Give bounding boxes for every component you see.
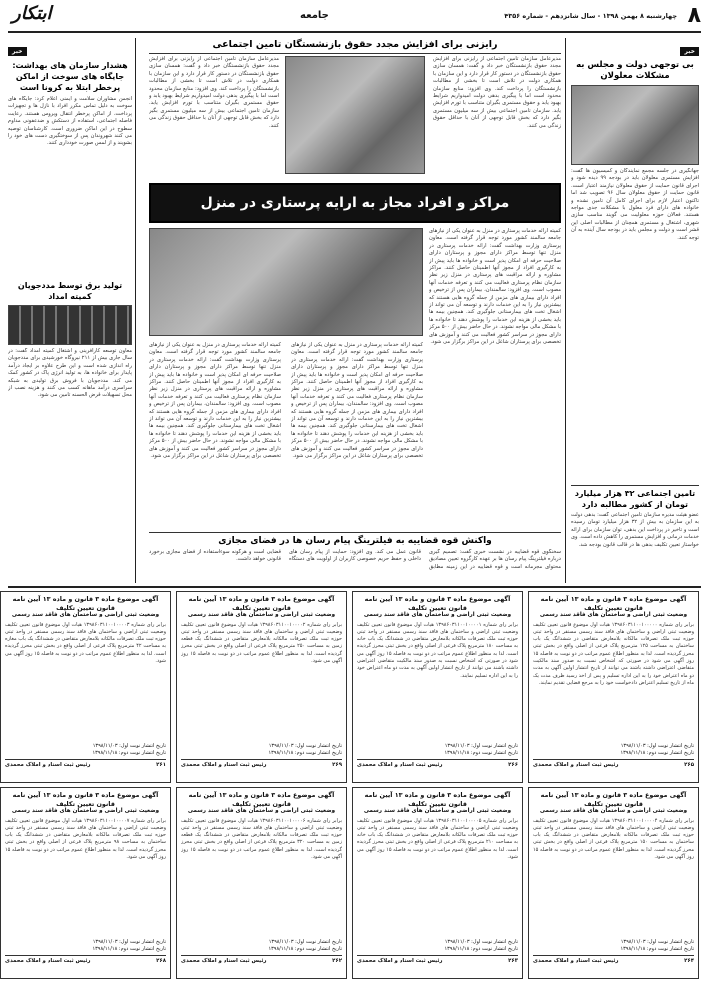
- main-body-col3: کمیته ارائه خدمات پرستاری در منزل به عنوان یکی از نیازهای جامعه سالمند کشور مورد توجه قرار گرفته است. معاون پرستاری وزارت بهداشت گفت: ارائه خدمات پرستاری در منزل تنها توسط مراکز دارای مجوز و پرستاران دارای صلاحیت حرفه ای امکان پذیر است و خانواده ها باید پیش از به کارگیری افراد از مجوز آنها اطمینان حاصل کنند. مراکز مشاوره و ارائه مراقبت های پرستاری در منزل زیر نظر سازمان نظام پرستاری فعالیت می کنند و تعرفه خدمات آنها مصوب است. وی افزود: سالمندان، بیماران پس از ترخیص و افراد دارای بیماری های مزمن از جمله گروه هایی هستند که بیشترین نیاز را به این خدمات دارند و توسعه آن می تواند از اشغال تخت های بیمارستانی جلوگیری کند. همچنین بیمه ها باید بخشی از هزینه این خدمات را پوشش دهند تا خانواده ها با مشکل مالی مواجه نشوند. در حال حاضر بیش از ۵۰۰ مرکز دارای مجوز در سراسر کشور فعالیت می کنند و آموزش های تخصصی برای پرستاران شاغل در این مراکز برگزار می شود.: [149, 342, 281, 460]
- notices-rule: [8, 586, 701, 588]
- legal-notice: [528, 787, 699, 979]
- legal-notice: [352, 787, 523, 979]
- notice-subtitle: وضعیت ثبتی اراضی و ساختمان های فاقد سند رسمی: [539, 612, 688, 618]
- notice-date-second: تاریخ انتشار نوبت دوم: ۱۳۹۸/۱۱/۱۸: [620, 749, 694, 756]
- notice-signer: رئیس ثبت اسناد و املاک محمدی: [357, 957, 443, 964]
- notice-code: ۲۶۶: [508, 761, 518, 768]
- notice-title: آگهی موضوع ماده ۳ قانون و ماده ۱۳ آیین نامه قانون تعیین تکلیف: [188, 595, 335, 612]
- pension-body-right: مدیرعامل سازمان تامین اجتماعی از رایزنی برای افزایش مجدد حقوق بازنشستگان خبر داد و گفت: همسان سازی حقوق بازنشستگان در دستور کار قرار دارد و این سازمان با همکاری دولت در تلاش است تا بخشی از مطالبات بازنشستگان را پرداخت کند. وی افزود: منابع سازمان محدود است اما با پیگیری بدهی دولت امیدواریم شرایط بهبود یابد و حقوق مستمری بگیران متناسب با تورم افزایش یابد. سازمان تامین اجتماعی بیش از سه میلیون مستمری بگیر دارد که بخش قابل توجهی از آنان با حداقل حقوق زندگی می کنند.: [433, 56, 561, 129]
- notice-footer: [357, 955, 518, 964]
- notice-date-first: تاریخ انتشار نوبت اول: ۱۳۹۸/۱۱/۰۳: [444, 742, 518, 749]
- notice-subtitle: وضعیت ثبتی اراضی و ساختمان های فاقد سند رسمی: [363, 612, 512, 618]
- date-line: چهارشنبه ۸ بهمن ۱۳۹۸ - سال شانزدهم - شماره ۴۳۵۶: [504, 12, 677, 20]
- notice-signer: رئیس ثبت اسناد و املاک محمدی: [181, 761, 267, 768]
- column-rule-right: [565, 38, 566, 583]
- notice-footer: [5, 759, 166, 768]
- legal-notice: [528, 591, 699, 783]
- notice-date-second: تاریخ انتشار نوبت دوم: ۱۳۹۸/۱۱/۱۸: [268, 749, 342, 756]
- notice-subtitle: وضعیت ثبتی اراضی و ساختمان های فاقد سند رسمی: [11, 612, 160, 618]
- notice-title: آگهی موضوع ماده ۳ قانون و ماده ۱۳ آیین نامه قانون تعیین تکلیف: [188, 791, 335, 808]
- notice-code: ۲۶۱: [156, 761, 166, 768]
- headline-debt: تامین اجتماعی ۳۲ هزار میلیارد تومان از کشور مطالبه دارد: [574, 489, 696, 509]
- notice-body: برابر رای شماره ۱۳۹۸۶۰۳۱۱۰۰۱۰۰۰۰۵ هیات اول موضوع قانون تعیین تکلیف وضعیت ثبتی اراضی و ساختمان های فاقد سند رسمی مستقر در واحد ثبتی حوزه ثبت ملک تصرفات مالکانه بلامعارض متقاضی در ششدانگ یک باب خانه به مساحت ۲۱۰ مترمربع پلاک فرعی از اصلی واقع در بخش ثبتی محرز گردیده است. لذا به منظور اطلاع عموم مراتب در دو نوبت به فاصله ۱۵ روز آگهی می شود.: [357, 817, 518, 860]
- notice-title: آگهی موضوع ماده ۳ قانون و ماده ۱۳ آیین نامه قانون تعیین تکلیف: [364, 791, 511, 808]
- notice-body: برابر رای شماره ۱۳۹۸۶۰۳۱۱۰۰۱۰۰۰۰۷ هیات اول موضوع قانون تعیین تکلیف وضعیت ثبتی اراضی و ساختمان های فاقد سند رسمی مستقر در واحد ثبتی حوزه ثبت ملک تصرفات مالکانه بلامعارض متقاضی در ششدانگ یک باب ساختمان به مساحت ۹۸ مترمربع پلاک فرعی از اصلی واقع در بخش ثبتی محرز گردیده است. لذا به منظور اطلاع عموم مراتب در دو نوبت به فاصله ۱۵ روز آگهی می شود.: [5, 817, 166, 860]
- newspaper-logo: ابتکار: [12, 3, 52, 24]
- notice-code: ۲۶۲: [332, 957, 342, 964]
- notice-code: ۲۶۹: [332, 761, 342, 768]
- notice-date-second: تاریخ انتشار نوبت دوم: ۱۳۹۸/۱۱/۱۸: [92, 945, 166, 952]
- main-body-col1: کمیته ارائه خدمات پرستاری در منزل به عنوان یکی از نیازهای جامعه سالمند کشور مورد توجه قرار گرفته است. معاون پرستاری وزارت بهداشت گفت: ارائه خدمات پرستاری در منزل تنها توسط مراکز دارای مجوز و پرستاران دارای صلاحیت حرفه ای امکان پذیر است و خانواده ها باید پیش از به کارگیری افراد از مجوز آنها اطمینان حاصل کنند. مراکز مشاوره و ارائه مراقبت های پرستاری در منزل زیر نظر سازمان نظام پرستاری فعالیت می کنند و تعرفه خدمات آنها مصوب است. وی افزود: سالمندان، بیماران پس از ترخیص و افراد دارای بیماری های مزمن از جمله گروه هایی هستند که بیشترین نیاز را به این خدمات دارند و توسعه آن می تواند از اشغال تخت های بیمارستانی جلوگیری کند. همچنین بیمه ها باید بخشی از هزینه این خدمات را پوشش دهند تا خانواده ها با مشکل مالی مواجه نشوند. در حال حاضر بیش از ۵۰۰ مرکز دارای مجوز در سراسر کشور فعالیت می کنند و آموزش های تخصصی برای پرستاران شاغل در این مراکز برگزار می شود.: [429, 228, 561, 346]
- notice-body: برابر رای شماره ۱۳۹۸۶۰۳۱۱۰۰۱۰۰۰۰۶ هیات اول موضوع قانون تعیین تکلیف وضعیت ثبتی اراضی و ساختمان های فاقد سند رسمی مستقر در واحد ثبتی حوزه ثبت ملک تصرفات مالکانه بلامعارض متقاضی در ششدانگ یک قطعه زمین به مساحت ۳۲۰ مترمربع پلاک فرعی از اصلی واقع در بخش ثبتی محرز گردیده است. لذا به منظور اطلاع عموم مراتب در دو نوبت به فاصله ۱۵ روز آگهی می شود.: [181, 817, 342, 860]
- notice-date-first: تاریخ انتشار نوبت اول: ۱۳۹۸/۱۱/۰۳: [92, 938, 166, 945]
- legal-notice: [176, 787, 347, 979]
- notice-title: آگهی موضوع ماده ۳ قانون و ماده ۱۳ آیین نامه قانون تعیین تکلیف: [12, 791, 159, 808]
- left-news-tag: خبر: [8, 47, 27, 56]
- notice-signer: رئیس ثبت اسناد و املاک محمدی: [5, 761, 91, 768]
- legal-notice: [0, 787, 171, 979]
- notice-subtitle: وضعیت ثبتی اراضی و ساختمان های فاقد سند رسمی: [363, 808, 512, 814]
- notice-subtitle: وضعیت ثبتی اراضی و ساختمان های فاقد سند رسمی: [187, 808, 336, 814]
- notice-footer: [181, 759, 342, 768]
- news-tag: خبر: [680, 47, 699, 56]
- masthead-rule: [8, 31, 701, 33]
- notice-subtitle: وضعیت ثبتی اراضی و ساختمان های فاقد سند رسمی: [539, 808, 688, 814]
- pension-body-left: مدیرعامل سازمان تامین اجتماعی از رایزنی برای افزایش مجدد حقوق بازنشستگان خبر داد و گفت: همسان سازی حقوق بازنشستگان در دستور کار قرار دارد و این سازمان با همکاری دولت در تلاش است تا بخشی از مطالبات بازنشستگان را پرداخت کند. وی افزود: منابع سازمان محدود است اما با پیگیری بدهی دولت امیدواریم شرایط بهبود یابد و حقوق مستمری بگیران متناسب با تورم افزایش یابد. سازمان تامین اجتماعی بیش از سه میلیون مستمری بگیر دارد که بخش قابل توجهی از آنان با حداقل حقوق زندگی می کنند.: [149, 56, 279, 129]
- notice-footer: [533, 955, 694, 964]
- main-body-col2: کمیته ارائه خدمات پرستاری در منزل به عنوان یکی از نیازهای جامعه سالمند کشور مورد توجه قرار گرفته است. معاون پرستاری وزارت بهداشت گفت: ارائه خدمات پرستاری در منزل تنها توسط مراکز دارای مجوز و پرستاران دارای صلاحیت حرفه ای امکان پذیر است و خانواده ها باید پیش از به کارگیری افراد از مجوز آنها اطمینان حاصل کنند. مراکز مشاوره و ارائه مراقبت های پرستاری در منزل زیر نظر سازمان نظام پرستاری فعالیت می کنند و تعرفه خدمات آنها مصوب است. وی افزود: سالمندان، بیماران پس از ترخیص و افراد دارای بیماری های مزمن از جمله گروه هایی هستند که بیشترین نیاز را به این خدمات دارند و توسعه آن می تواند از اشغال تخت های بیمارستانی جلوگیری کند. همچنین بیمه ها باید بخشی از هزینه این خدمات را پوشش دهند تا خانواده ها با مشکل مالی مواجه نشوند. در حال حاضر بیش از ۵۰۰ مرکز دارای مجوز در سراسر کشور فعالیت می کنند و آموزش های تخصصی برای پرستاران شاغل در این مراکز برگزار می شود.: [291, 342, 423, 460]
- notice-signer: رئیس ثبت اسناد و املاک محمدی: [533, 761, 619, 768]
- notice-body: برابر رای شماره ۱۳۹۸۶۰۳۱۱۰۰۱۰۰۰۰۱ هیات اول موضوع قانون تعیین تکلیف وضعیت ثبتی اراضی و ساختمان های فاقد سند رسمی مستقر در واحد ثبتی حوزه ثبت ملک تصرفات مالکانه بلامعارض متقاضی در ششدانگ یک باب خانه به مساحت ۱۸۰ مترمربع پلاک فرعی از اصلی واقع در بخش ثبتی محرز گردیده است. لذا به منظور اطلاع عموم مراتب در دو نوبت به فاصله ۱۵ روز آگهی می شود در صورتی که اشخاص نسبت به صدور سند مالکیت متقاضی اعتراضی داشته باشند می توانند از تاریخ انتشار اولین آگهی به مدت دو ماه اعتراض خود را به این اداره تسلیم نمایند.: [357, 621, 518, 679]
- cyber-story: [149, 532, 561, 583]
- headline-covid: هشدار سازمان های بهداشت: جایگاه های سوخت از اماکن پرخطر ابتلا به کرونا است: [12, 61, 128, 92]
- notice-date-first: تاریخ انتشار نوبت اول: ۱۳۹۸/۱۱/۰۳: [268, 938, 342, 945]
- masthead: [0, 0, 709, 32]
- cyber-body: سخنگوی قوه قضاییه در نشست خبری گفت: تصمیم گیری درباره فیلترینگ پیام رسان ها بر عهده کارگروه تعیین مصادیق محتوای مجرمانه است و قوه قضاییه در این زمینه مطابق قانون عمل می کند. وی افزود: حمایت از پیام رسان های داخلی و حفظ حریم خصوصی کاربران از اولویت های دستگاه قضایی است و هرگونه سوءاستفاده از فضای مجازی برخورد قانونی خواهد داشت.: [149, 549, 561, 570]
- notice-signer: رئیس ثبت اسناد و املاک محمدی: [5, 957, 91, 964]
- left-column: [8, 38, 132, 583]
- headline-disability: بی توجهی دولت و مجلس به مشکلات معلولان: [576, 60, 694, 81]
- notice-code: ۲۶۸: [156, 957, 166, 964]
- notice-title: آگهی موضوع ماده ۳ قانون و ماده ۱۳ آیین نامه قانون تعیین تکلیف: [540, 791, 687, 808]
- notice-date-first: تاریخ انتشار نوبت اول: ۱۳۹۸/۱۱/۰۳: [268, 742, 342, 749]
- debt-news: [571, 485, 699, 583]
- headline-solar: تولید برق توسط مددجویان کمیته امداد: [17, 281, 123, 301]
- page-number: ۸: [687, 3, 701, 28]
- notice-date-second: تاریخ انتشار نوبت دوم: ۱۳۹۸/۱۱/۱۸: [444, 945, 518, 952]
- notice-signer: رئیس ثبت اسناد و املاک محمدی: [181, 957, 267, 964]
- notice-date-first: تاریخ انتشار نوبت اول: ۱۳۹۸/۱۱/۰۳: [620, 938, 694, 945]
- notice-footer: [181, 955, 342, 964]
- notice-subtitle: وضعیت ثبتی اراضی و ساختمان های فاقد سند رسمی: [11, 808, 160, 814]
- covid-body: انجمن مشاوران سلامت و ایمنی اعلام کرد: جایگاه های سوخت به دلیل تماس مکرر افراد با نازل ها و تجهیزات پرداخت، از اماکن پرخطر انتقال ویروس هستند. رعایت فاصله اجتماعی، استفاده از دستکش و ضدعفونی مداوم سطوح در این اماکن ضروری است. کارشناسان توصیه می کنند شهروندان پس از سوختگیری دست های خود را بشویند و از لمس صورت خودداری کنند.: [8, 96, 132, 147]
- notice-body: برابر رای شماره ۱۳۹۸۶۰۳۱۱۰۰۱۰۰۰۰۲ هیات اول موضوع قانون تعیین تکلیف وضعیت ثبتی اراضی و ساختمان های فاقد سند رسمی مستقر در واحد ثبتی حوزه ثبت ملک تصرفات مالکانه بلامعارض متقاضی در ششدانگ یک قطعه زمین به مساحت ۲۵۰ مترمربع پلاک فرعی از اصلی واقع در بخش ثبتی محرز گردیده است. لذا به منظور اطلاع عموم مراتب در دو نوبت به فاصله ۱۵ روز آگهی می شود.: [181, 621, 342, 664]
- pension-news: [149, 38, 561, 178]
- notice-code: ۲۶۵: [684, 761, 694, 768]
- solar-body: معاون توسعه کارآفرینی و اشتغال کمیته امداد گفت: در سال جاری بیش از ۲۱۱ نیروگاه خورشیدی برای مددجویان راه اندازی شده است و این طرح علاوه بر ایجاد درآمد پایدار برای خانواده ها، به تولید انرژی پاک در کشور کمک می کند. مددجویان با فروش برق تولیدی به شبکه سراسری درآمد ماهانه کسب می کنند و هزینه نصب از محل تسهیلات قرض الحسنه تامین می شود.: [8, 348, 132, 399]
- notice-footer: [357, 759, 518, 768]
- legal-notice: [352, 591, 523, 783]
- legal-notice: [0, 591, 171, 783]
- main-story-banner: [149, 183, 561, 223]
- headline-cyber: واکنش قوه قضاییه به فیلترینگ پیام رسان ها در فضای مجازی: [218, 536, 492, 546]
- notice-code: ۲۶۳: [508, 957, 518, 964]
- notice-date-second: تاریخ انتشار نوبت دوم: ۱۳۹۸/۱۱/۱۸: [620, 945, 694, 952]
- notice-subtitle: وضعیت ثبتی اراضی و ساختمان های فاقد سند رسمی: [187, 612, 336, 618]
- notice-date-first: تاریخ انتشار نوبت اول: ۱۳۹۸/۱۱/۰۳: [620, 742, 694, 749]
- wheelchair-photo: [571, 85, 699, 165]
- top-right-news: [571, 38, 699, 478]
- notice-date-second: تاریخ انتشار نوبت دوم: ۱۳۹۸/۱۱/۱۸: [444, 749, 518, 756]
- notice-footer: [533, 759, 694, 768]
- notice-body: برابر رای شماره ۱۳۹۸۶۰۳۱۱۰۰۱۰۰۰۰۴ هیات اول موضوع قانون تعیین تکلیف وضعیت ثبتی اراضی و ساختمان های فاقد سند رسمی مستقر در واحد ثبتی حوزه ثبت ملک تصرفات مالکانه بلامعارض متقاضی در ششدانگ یک باب ساختمان به مساحت ۱۵۰ مترمربع پلاک فرعی از اصلی واقع در بخش ثبتی محرز گردیده است. لذا به منظور اطلاع عموم مراتب در دو نوبت به فاصله ۱۵ روز آگهی می شود.: [533, 817, 694, 860]
- section-title: جامعه: [300, 10, 329, 21]
- solar-panel-photo: [8, 305, 132, 345]
- headline-pension: رایزنی برای افزایش مجدد حقوق بازنشستگان تامین اجتماعی: [149, 38, 561, 54]
- main-headline: مراکز و افراد مجاز به ارایه پرستاری در منزل: [200, 195, 510, 211]
- main-story: [149, 228, 561, 528]
- notice-footer: [5, 955, 166, 964]
- notice-code: ۲۶۴: [684, 957, 694, 964]
- notice-signer: رئیس ثبت اسناد و املاک محمدی: [533, 957, 619, 964]
- debt-body: عضو هیئت مدیره سازمان تامین اجتماعی گفت: بدهی دولت به این سازمان به بیش از ۳۲ هزار میلیارد تومان رسیده است و تاخیر در پرداخت این بدهی، توان سازمان برای ارائه خدمات درمانی و افزایش مستمری را کاهش داده است. وی خواستار تعیین تکلیف بدهی ها در قالب قانون بودجه شد.: [571, 512, 699, 548]
- notice-title: آگهی موضوع ماده ۳ قانون و ماده ۱۳ آیین نامه قانون تعیین تکلیف: [364, 595, 511, 612]
- notice-signer: رئیس ثبت اسناد و املاک محمدی: [357, 761, 443, 768]
- notice-title: آگهی موضوع ماده ۳ قانون و ماده ۱۳ آیین نامه قانون تعیین تکلیف: [12, 595, 159, 612]
- nurse-elderly-photo: [149, 228, 423, 336]
- notice-date-second: تاریخ انتشار نوبت دوم: ۱۳۹۸/۱۱/۱۸: [92, 749, 166, 756]
- pensioners-photo: [285, 56, 425, 174]
- notice-date-second: تاریخ انتشار نوبت دوم: ۱۳۹۸/۱۱/۱۸: [268, 945, 342, 952]
- notice-title: آگهی موضوع ماده ۳ قانون و ماده ۱۳ آیین نامه قانون تعیین تکلیف: [540, 595, 687, 612]
- notice-body: برابر رای شماره ۱۳۹۸۶۰۳۱۱۰۰۱۰۰۰۰۳ هیات اول موضوع قانون تعیین تکلیف وضعیت ثبتی اراضی و ساختمان های فاقد سند رسمی مستقر در واحد ثبتی حوزه ثبت ملک تصرفات مالکانه بلامعارض متقاضی در ششدانگ یک باب مغازه به مساحت ۴۲ مترمربع پلاک فرعی از اصلی واقع در بخش ثبتی محرز گردیده است. لذا به منظور اطلاع عموم مراتب در دو نوبت به فاصله ۱۵ روز آگهی می شود.: [5, 621, 166, 664]
- notice-body: برابر رای شماره ۱۳۹۸۶۰۳۱۱۰۰۱۰۰۰۰۰ هیات اول موضوع قانون تعیین تکلیف وضعیت ثبتی اراضی و ساختمان های فاقد سند رسمی مستقر در واحد ثبتی حوزه ثبت ملک تصرفات مالکانه بلامعارض متقاضی در ششدانگ یک باب ساختمان به مساحت ۱۲۵ مترمربع پلاک فرعی از اصلی واقع در بخش ثبتی محرز گردیده است. لذا به منظور اطلاع عموم مراتب در دو نوبت به فاصله ۱۵ روز آگهی می شود در صورتی که اشخاص نسبت به صدور سند مالکیت متقاضی اعتراضی داشته باشند می توانند از تاریخ انتشار اولین آگهی به مدت دو ماه اعتراض خود را به این اداره تسلیم و پس از اخذ رسید ظرف مدت یک ماه از تاریخ تسلیم اعتراض دادخواست خود را به مرجع قضایی تقدیم نمایند.: [533, 621, 694, 686]
- legal-notice: [176, 591, 347, 783]
- notice-date-first: تاریخ انتشار نوبت اول: ۱۳۹۸/۱۱/۰۳: [444, 938, 518, 945]
- notice-date-first: تاریخ انتشار نوبت اول: ۱۳۹۸/۱۱/۰۳: [92, 742, 166, 749]
- column-rule-left: [135, 38, 136, 583]
- disability-body: جهانگیری در جلسه مجمع نمایندگان و کمیسیون ها گفت: افزایش مستمری معلولان باید در بودجه ۹۹ دیده شود و اجرای قانون حمایت از حقوق معلولان نیازمند اعتبار است. قانون حمایت از حقوق معلولان سال ۹۶ تصویب شد اما تاکنون اعتبار لازم برای اجرای کامل آن تامین نشده و خانواده های دارای فرد معلول با مشکلات جدی مواجه هستند. فعالان حوزه معلولیت می گویند مناسب سازی شهری، اشتغال و مستمری همچنان از مطالبات اصلی این قشر است و دولت و مجلس باید در بودجه سال آینده به آن توجه کنند.: [571, 168, 699, 241]
